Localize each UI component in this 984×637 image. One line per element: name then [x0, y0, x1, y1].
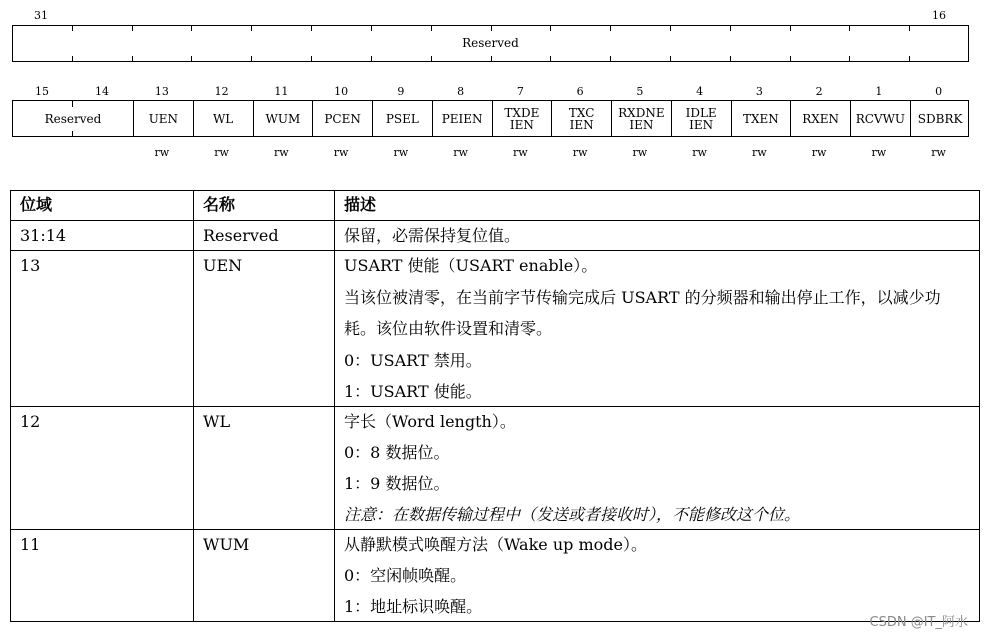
cell-name: WL — [194, 407, 335, 530]
bit-tick — [670, 56, 671, 62]
cell-field: 11 — [11, 530, 194, 622]
bit-tick — [909, 56, 910, 62]
field-rxdneien: RXDNE IEN — [611, 101, 671, 136]
bit-tick — [132, 25, 133, 31]
cell-name: UEN — [194, 251, 335, 407]
bit-tick — [491, 56, 492, 62]
field-reserved-15-14: Reserved — [44, 111, 102, 126]
bit-number-31: 31 — [34, 9, 48, 22]
bit-tick — [431, 25, 432, 31]
cell-description: 从静默模式唤醒方法（Wake up mode）。 0：空闲帧唤醒。 1：地址标识唤醒。 — [335, 530, 980, 622]
field-wum: WUM — [253, 101, 313, 136]
bit-number-13: 13 — [154, 85, 169, 98]
bit-tick — [849, 25, 850, 31]
bit-tick — [132, 56, 133, 62]
access-label-bit-4: rw — [692, 146, 707, 159]
bit-number-15: 15 — [35, 85, 49, 98]
access-label-bit-9: rw — [393, 146, 409, 159]
bit-number-4: 4 — [696, 85, 704, 98]
field-rcvwu: RCVWU — [850, 101, 910, 136]
bit-tick — [191, 25, 192, 31]
bit-number-9: 9 — [397, 85, 405, 98]
field-txdeien: TXDE IEN — [492, 101, 552, 136]
cell-name: Reserved — [194, 221, 335, 251]
access-label-bit-2: rw — [811, 146, 827, 159]
access-label-bit-6: rw — [572, 146, 588, 159]
table-row — [11, 251, 980, 407]
field-sdbrk: SDBRK — [910, 101, 970, 136]
access-label-bit-10: rw — [333, 146, 349, 159]
bit-number-5: 5 — [636, 85, 644, 98]
bit-tick — [371, 56, 372, 62]
bit-tick — [251, 56, 252, 62]
access-label-bit-13: rw — [154, 146, 170, 159]
bit-tick — [730, 25, 731, 31]
table-row — [11, 530, 980, 622]
field-uen: UEN — [133, 101, 193, 136]
bit-tick — [550, 25, 551, 31]
bit-tick — [670, 25, 671, 31]
access-label-bit-3: rw — [752, 146, 767, 159]
access-label-bit-12: rw — [214, 146, 229, 159]
field-peien: PEIEN — [432, 101, 492, 136]
bit-number-8: 8 — [457, 85, 465, 98]
access-label-bit-8: rw — [453, 146, 468, 159]
table-header-row — [11, 191, 980, 221]
bit-number-12: 12 — [214, 85, 229, 98]
bit-number-3: 3 — [755, 85, 763, 98]
field-rxen: RXEN — [790, 101, 850, 136]
cell-description: 保留，必需保持复位值。 — [335, 221, 980, 251]
note-text: 注意：在数据传输过程中（发送或者接收时），不能修改这个位。 — [344, 505, 801, 524]
field-pcen: PCEN — [312, 101, 372, 136]
bit-tick — [849, 56, 850, 62]
bit-number-2: 2 — [815, 85, 823, 98]
cell-name: WUM — [194, 530, 335, 622]
field-txcien: TXC IEN — [551, 101, 611, 136]
cell-field: 31:14 — [11, 221, 194, 251]
bit-number-14: 14 — [95, 85, 109, 98]
bit-number-10: 10 — [334, 85, 349, 98]
access-label-bit-0: rw — [931, 146, 946, 159]
reserved-upper-label: Reserved — [462, 36, 519, 50]
field-txen: TXEN — [731, 101, 791, 136]
header-description: 描述 — [335, 191, 980, 221]
header-bit-field: 位域 — [11, 191, 194, 221]
field-wl: WL — [193, 101, 253, 136]
watermark: CSDN @IT_阿水 — [869, 615, 968, 630]
access-label-bit-5: rw — [632, 146, 648, 159]
cell-description: 字长（Word length）。 0：8 数据位。 1：9 数据位。 注意：在数据传输过程中（发送或者接收时），不能修改这个位。 — [335, 407, 980, 530]
bit-number-1: 1 — [875, 85, 883, 98]
field-idleien: IDLE IEN — [671, 101, 731, 136]
bit-number-11: 11 — [274, 85, 289, 98]
bit-tick — [491, 25, 492, 31]
bit-tick — [251, 25, 252, 31]
bit-number-6: 6 — [576, 85, 584, 98]
bit-tick — [72, 25, 73, 31]
header-name: 名称 — [194, 191, 335, 221]
bit-tick — [790, 56, 791, 62]
cell-field: 13 — [11, 251, 194, 407]
access-label-bit-7: rw — [513, 146, 528, 159]
register-lower-half — [12, 100, 969, 137]
bit-tick — [191, 56, 192, 62]
table-row — [11, 221, 980, 251]
bit-tick — [610, 25, 611, 31]
bit-tick — [371, 25, 372, 31]
table-row — [11, 407, 980, 530]
bit-number-7: 7 — [516, 85, 524, 98]
access-label-bit-11: rw — [274, 146, 289, 159]
cell-field: 12 — [11, 407, 194, 530]
access-label-bit-1: rw — [871, 146, 887, 159]
bit-tick — [909, 25, 910, 31]
field-description-table — [10, 190, 980, 622]
bit-tick — [790, 25, 791, 31]
bit-tick — [311, 56, 312, 62]
bit-tick — [550, 56, 551, 62]
bit-number-16: 16 — [932, 9, 946, 22]
field-psel: PSEL — [372, 101, 432, 136]
bit-tick — [311, 25, 312, 31]
bit-tick — [72, 56, 73, 62]
bit-number-0: 0 — [935, 85, 943, 98]
bit-tick — [730, 56, 731, 62]
cell-description: USART 使能（USART enable）。 当该位被清零，在当前字节传输完成后 USART 的分频器和输出停止工作，以减少功耗。该位由软件设置和清零。 0：USART 禁用。 1：USART 使能。 — [335, 251, 980, 407]
bit-tick — [610, 56, 611, 62]
bit-tick — [431, 56, 432, 62]
